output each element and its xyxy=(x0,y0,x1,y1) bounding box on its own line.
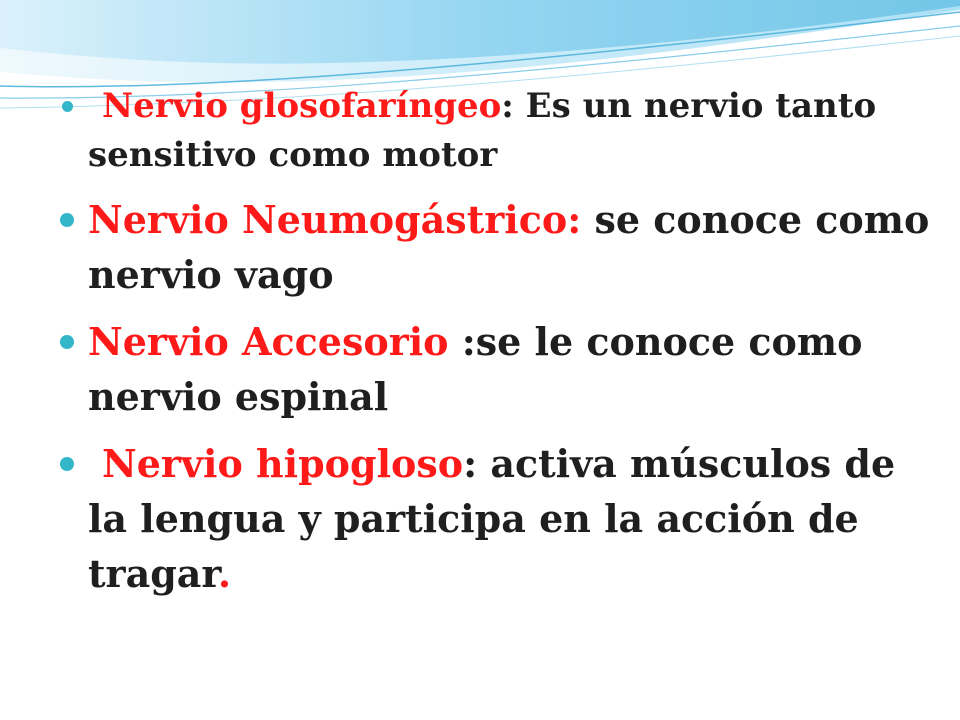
bullet-term: Nervio Neumogástrico: xyxy=(88,197,582,242)
bullet-item-neumogastrico xyxy=(58,192,938,302)
bullet-description: :se le conoce como nervio espinal xyxy=(88,319,863,419)
bullet-term: Nervio glosofaríngeo xyxy=(102,86,502,126)
bullet-text xyxy=(88,441,895,596)
bullet-description: : activa músculos de la lengua y participa en la acción de tragar xyxy=(88,441,896,596)
bullet-dot-icon xyxy=(60,335,74,349)
bullet-dot-icon xyxy=(60,213,74,227)
bullet-dot-icon xyxy=(62,101,73,112)
bullet-text xyxy=(88,82,938,180)
bullet-term: Nervio Accesorio xyxy=(88,319,462,364)
bullet-item-hipogloso xyxy=(58,436,938,601)
bullet-term: Nervio hipogloso xyxy=(102,441,464,486)
bullet-description: se conoce como nervio vago xyxy=(88,197,930,297)
bullet-text xyxy=(88,319,862,419)
bullet-tail: . xyxy=(217,551,232,596)
bullet-description: : Es un nervio tanto sensitivo como motor xyxy=(88,86,877,175)
bullet-list xyxy=(58,82,938,613)
bullet-text xyxy=(88,197,929,297)
wave-main xyxy=(0,0,960,64)
bullet-item-glosofaringeo xyxy=(58,82,938,180)
bullet-item-accesorio xyxy=(58,314,938,424)
bullet-dot-icon xyxy=(60,457,74,471)
